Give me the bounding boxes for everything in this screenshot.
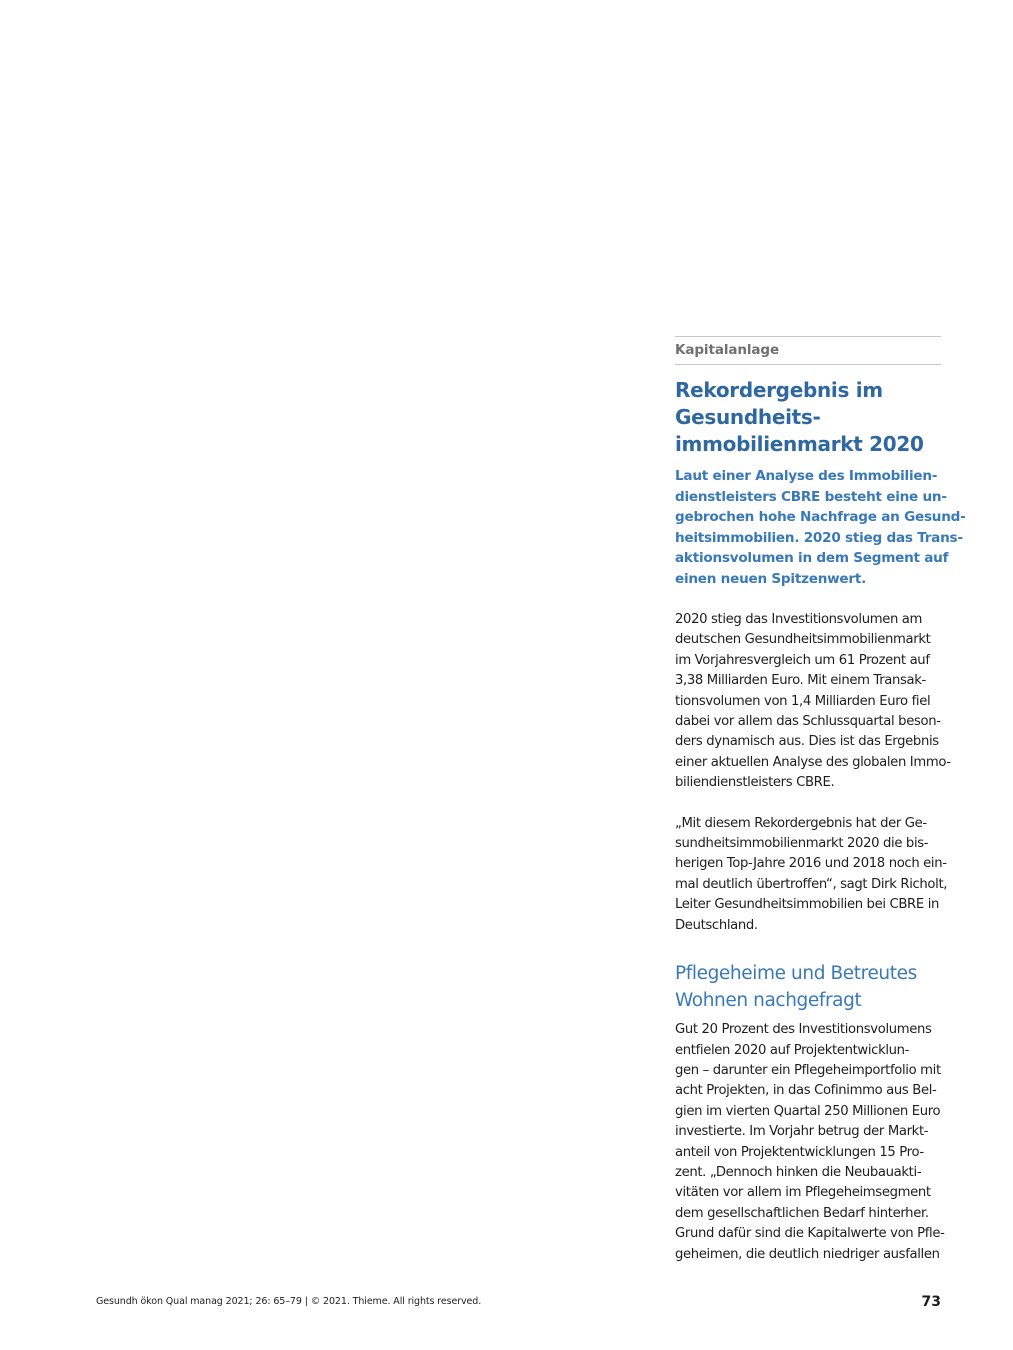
lead-line: dienstleisters CBRE besteht eine un-: [675, 488, 947, 505]
text-line: Leiter Gesundheitsimmobilien bei CBRE in: [675, 897, 940, 913]
headline-line: Rekordergebnis im: [675, 378, 883, 402]
text-line: geheimen, die deutlich niedriger ausfallen: [675, 1246, 940, 1262]
lead-line: gebrochen hohe Nachfrage an Gesund-: [675, 509, 966, 525]
text-line: 2020 stieg das Investitionsvolumen am: [675, 612, 923, 627]
lead-line: einen neuen Spitzenwert.: [675, 570, 867, 587]
text-line: im Vorjahresvergleich um 61 Prozent auf: [675, 652, 930, 668]
text-line: einer aktuellen Analyse des globalen Immo-: [675, 754, 951, 770]
text-line: acht Projekten, in das Cofinimmo aus Bel-: [675, 1083, 937, 1099]
text-line: deutschen Gesundheitsimmobilienmarkt: [675, 632, 931, 648]
text-line: 3,38 Milliarden Euro. Mit einem Transak-: [675, 673, 926, 689]
text-line: anteil von Projektentwicklungen 15 Pro-: [675, 1144, 924, 1160]
page-number: 73: [921, 1294, 941, 1310]
text-line: herigen Top-Jahre 2016 und 2018 noch ein-: [675, 856, 947, 872]
text-line: Grund dafür sind die Kapitalwerte von Pfle-: [675, 1226, 945, 1242]
headline-line: Gesundheits-: [675, 405, 821, 429]
footer-citation: Gesundh ökon Qual manag 2021; 26: 65–79 | © 2021. Thieme. All rights reserved.: [96, 1296, 482, 1307]
text-line: ders dynamisch aus. Dies ist das Ergebnis: [675, 734, 939, 750]
text-line: gen – darunter ein Pflegeheimportfolio mit: [675, 1062, 941, 1078]
lead-line: heitsimmobilien. 2020 stieg das Trans-: [675, 529, 963, 546]
text-line: sundheitsimmobilienmarkt 2020 die bis-: [675, 836, 929, 852]
text-line: biliendienstleisters CBRE.: [675, 775, 835, 791]
text-line: mal deutlich übertroffen“, sagt Dirk Richolt,: [675, 876, 948, 892]
subheading-line: Pflegeheime und Betreutes: [675, 963, 917, 985]
text-line: vitäten vor allem im Pflegeheimsegment: [675, 1185, 931, 1201]
section-subheading: [675, 960, 941, 1014]
subheading-line: Wohnen nachgefragt: [675, 990, 862, 1012]
lead-line: Laut einer Analyse des Immobilien-: [675, 468, 938, 484]
article-headline: [675, 377, 941, 458]
headline-line: immobilienmarkt 2020: [675, 432, 924, 456]
text-line: dem gesellschaftlichen Bedarf hinterher.: [675, 1205, 929, 1221]
body-paragraph-3: [675, 1020, 945, 1265]
lead-line: aktionsvolumen in dem Segment auf: [675, 550, 949, 566]
body-paragraph-1: [675, 610, 951, 794]
text-line: „Mit diesem Rekordergebnis hat der Ge-: [675, 815, 927, 831]
text-line: zent. „Dennoch hinken die Neubauakti-: [675, 1164, 922, 1180]
text-line: entfielen 2020 auf Projektentwicklun-: [675, 1042, 910, 1058]
section-divider: [675, 364, 941, 365]
text-line: investierte. Im Vorjahr betrug der Markt-: [675, 1124, 929, 1140]
text-line: tionsvolumen von 1,4 Milliarden Euro fiel: [675, 693, 931, 709]
article-lead: [675, 466, 966, 589]
text-line: dabei vor allem das Schlussquartal beson-: [675, 714, 941, 730]
section-label: Kapitalanlage: [675, 342, 780, 358]
text-line: Gut 20 Prozent des Investitionsvolumens: [675, 1022, 932, 1038]
text-line: Deutschland.: [675, 917, 758, 933]
text-line: gien im vierten Quartal 250 Millionen Euro: [675, 1103, 941, 1119]
body-paragraph-2: [675, 814, 948, 936]
article-column: [675, 336, 966, 1265]
